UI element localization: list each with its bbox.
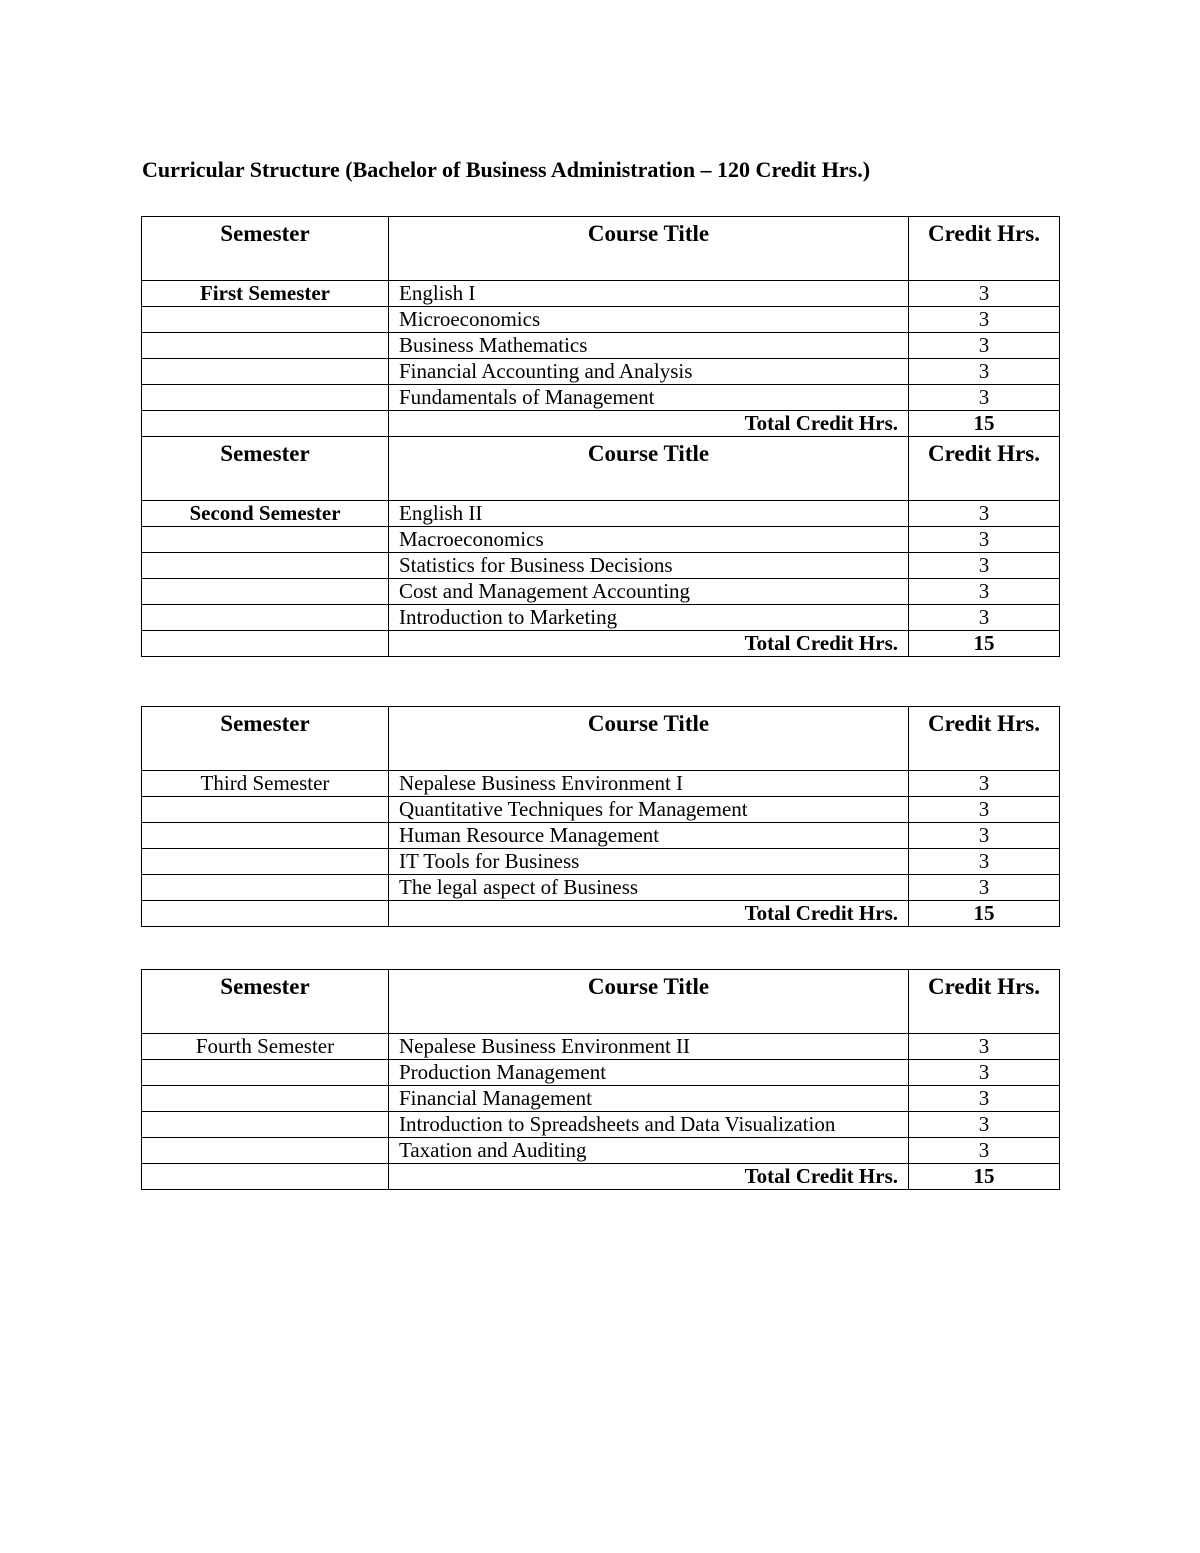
empty-cell (142, 631, 389, 657)
course-title: Financial Management (389, 1086, 909, 1112)
course-credit: 3 (909, 281, 1060, 307)
empty-cell (142, 901, 389, 927)
empty-cell (142, 1138, 389, 1164)
credit-header: Credit Hrs. (909, 217, 1060, 281)
empty-cell (142, 307, 389, 333)
course-credit: 3 (909, 1138, 1060, 1164)
semester-name: Second Semester (142, 501, 389, 527)
semester-name: First Semester (142, 281, 389, 307)
course-row (142, 579, 1060, 605)
empty-cell (142, 823, 389, 849)
course-title-header: Course Title (389, 217, 909, 281)
total-row (142, 1164, 1060, 1190)
course-row (142, 553, 1060, 579)
course-title: Human Resource Management (389, 823, 909, 849)
total-credit: 15 (909, 901, 1060, 927)
credit-header: Credit Hrs. (909, 707, 1060, 771)
empty-cell (142, 527, 389, 553)
semester-header: Semester (142, 217, 389, 281)
course-credit: 3 (909, 771, 1060, 797)
course-title: Financial Accounting and Analysis (389, 359, 909, 385)
course-row (142, 527, 1060, 553)
empty-cell (142, 333, 389, 359)
document-title: Curricular Structure (Bachelor of Business Administration – 120 Credit Hrs.) (142, 157, 871, 182)
semester-header: Semester (142, 437, 389, 501)
total-label: Total Credit Hrs. (389, 901, 909, 927)
course-title: Taxation and Auditing (389, 1138, 909, 1164)
course-row (142, 385, 1060, 411)
course-row (142, 823, 1060, 849)
course-row (142, 333, 1060, 359)
empty-cell (142, 1086, 389, 1112)
course-credit: 3 (909, 1112, 1060, 1138)
course-credit: 3 (909, 579, 1060, 605)
empty-cell (142, 359, 389, 385)
course-credit: 3 (909, 385, 1060, 411)
course-credit: 3 (909, 333, 1060, 359)
course-credit: 3 (909, 875, 1060, 901)
course-title: English I (389, 281, 909, 307)
course-row (142, 1138, 1060, 1164)
credit-header: Credit Hrs. (909, 437, 1060, 501)
semester-header: Semester (142, 707, 389, 771)
empty-cell (142, 1060, 389, 1086)
course-row (142, 1112, 1060, 1138)
course-row (142, 281, 1060, 307)
total-credit: 15 (909, 1164, 1060, 1190)
total-row (142, 631, 1060, 657)
total-label: Total Credit Hrs. (389, 411, 909, 437)
course-row (142, 1086, 1060, 1112)
course-title: IT Tools for Business (389, 849, 909, 875)
course-title: Production Management (389, 1060, 909, 1086)
course-title: Statistics for Business Decisions (389, 553, 909, 579)
course-title-header: Course Title (389, 707, 909, 771)
course-title: Microeconomics (389, 307, 909, 333)
course-title-header: Course Title (389, 437, 909, 501)
course-row (142, 359, 1060, 385)
header-row (142, 707, 1060, 771)
empty-cell (142, 875, 389, 901)
course-row (142, 1060, 1060, 1086)
total-label: Total Credit Hrs. (389, 631, 909, 657)
header-row (142, 437, 1060, 501)
course-credit: 3 (909, 1060, 1060, 1086)
empty-cell (142, 849, 389, 875)
course-credit: 3 (909, 797, 1060, 823)
empty-cell (142, 553, 389, 579)
course-row (142, 849, 1060, 875)
course-credit: 3 (909, 553, 1060, 579)
course-credit: 3 (909, 501, 1060, 527)
course-credit: 3 (909, 1086, 1060, 1112)
course-row (142, 501, 1060, 527)
total-credit: 15 (909, 411, 1060, 437)
course-credit: 3 (909, 359, 1060, 385)
course-title: Macroeconomics (389, 527, 909, 553)
course-credit: 3 (909, 849, 1060, 875)
course-credit: 3 (909, 823, 1060, 849)
course-title: Fundamentals of Management (389, 385, 909, 411)
course-credit: 3 (909, 1034, 1060, 1060)
semester-table-1-2 (141, 216, 1060, 657)
course-row (142, 605, 1060, 631)
course-title-header: Course Title (389, 970, 909, 1034)
course-title: Introduction to Spreadsheets and Data Visualization (389, 1112, 909, 1138)
course-row (142, 307, 1060, 333)
header-row (142, 217, 1060, 281)
empty-cell (142, 1164, 389, 1190)
course-row (142, 797, 1060, 823)
course-row (142, 1034, 1060, 1060)
empty-cell (142, 605, 389, 631)
empty-cell (142, 797, 389, 823)
course-title: Nepalese Business Environment I (389, 771, 909, 797)
course-title: Quantitative Techniques for Management (389, 797, 909, 823)
total-row (142, 901, 1060, 927)
empty-cell (142, 1112, 389, 1138)
credit-header: Credit Hrs. (909, 970, 1060, 1034)
empty-cell (142, 579, 389, 605)
course-title: Cost and Management Accounting (389, 579, 909, 605)
semester-table-3 (141, 706, 1060, 927)
course-title: English II (389, 501, 909, 527)
empty-cell (142, 385, 389, 411)
course-title: The legal aspect of Business (389, 875, 909, 901)
course-title: Business Mathematics (389, 333, 909, 359)
total-row (142, 411, 1060, 437)
semester-header: Semester (142, 970, 389, 1034)
total-label: Total Credit Hrs. (389, 1164, 909, 1190)
semester-name: Third Semester (142, 771, 389, 797)
course-credit: 3 (909, 605, 1060, 631)
course-credit: 3 (909, 307, 1060, 333)
total-credit: 15 (909, 631, 1060, 657)
course-credit: 3 (909, 527, 1060, 553)
course-title: Nepalese Business Environment II (389, 1034, 909, 1060)
course-row (142, 875, 1060, 901)
semester-name: Fourth Semester (142, 1034, 389, 1060)
header-row (142, 970, 1060, 1034)
empty-cell (142, 411, 389, 437)
course-title: Introduction to Marketing (389, 605, 909, 631)
course-row (142, 771, 1060, 797)
semester-table-4 (141, 969, 1060, 1190)
